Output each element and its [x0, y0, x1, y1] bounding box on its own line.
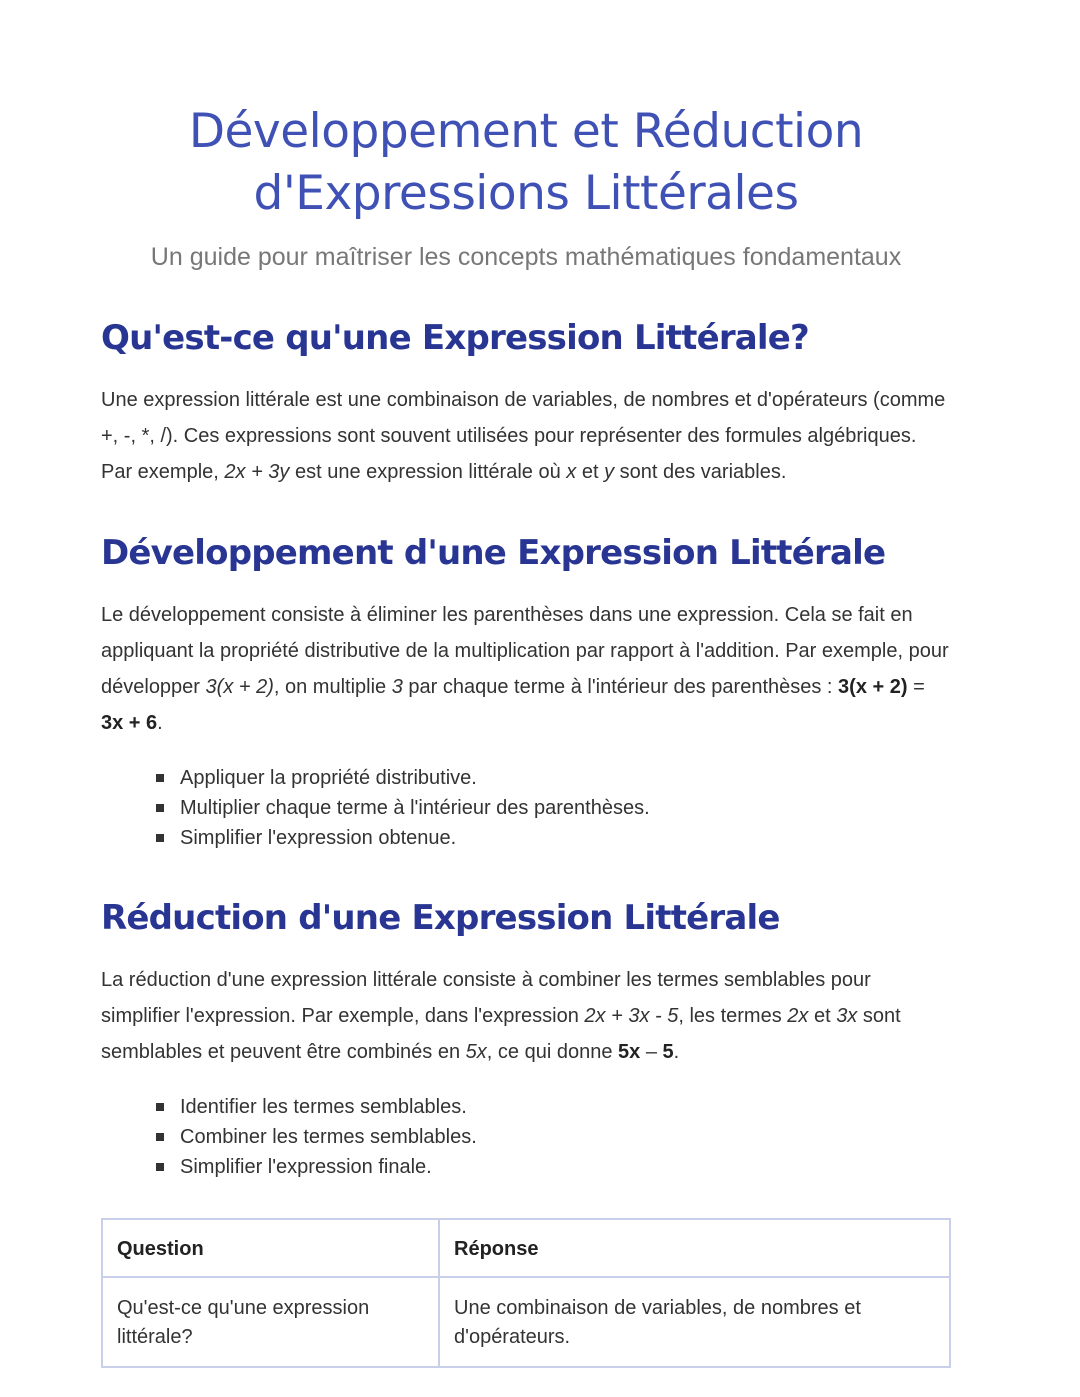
- text-run: , on multiplie: [273, 676, 392, 698]
- square-bullet-icon: [156, 1103, 164, 1111]
- table-header-row: [102, 1219, 950, 1277]
- text-run: par chaque terme à l'intérieur des parenthèses :: [402, 676, 839, 698]
- math-expression-bold: 3(x + 2): [838, 676, 908, 698]
- math-expression-bold: 3x + 6: [101, 712, 158, 734]
- list-item-text: Combiner les termes semblables.: [180, 1126, 477, 1148]
- table-cell-answer: Une combinaison de variables, de nombres et d'opérateurs.: [439, 1277, 950, 1367]
- list-item: [156, 1152, 950, 1182]
- square-bullet-icon: [156, 1133, 164, 1141]
- math-expression: 3x: [836, 1005, 858, 1027]
- section-paragraph: [101, 382, 951, 490]
- text-run: , les termes: [678, 1005, 788, 1027]
- text-run: et: [576, 461, 605, 483]
- math-expression: 2x + 3x - 5: [584, 1005, 679, 1027]
- section-heading: Réduction d'une Expression Littérale: [101, 898, 780, 938]
- math-expression: 3(x + 2): [205, 676, 274, 698]
- text-run: , ce qui donne: [486, 1041, 619, 1063]
- section-development: [101, 531, 950, 853]
- text-run: et: [808, 1005, 837, 1027]
- square-bullet-icon: [156, 774, 164, 782]
- text-run: sont semblables et peuvent être combinés en: [101, 1005, 901, 1063]
- text-run: La réduction d'une expression littérale consiste à combiner les termes semblables pour simplifier l'expression. Par exemple, dans l'expression: [101, 969, 871, 1027]
- page-title: [101, 0, 951, 225]
- text-run: .: [157, 712, 163, 734]
- section-paragraph: [101, 962, 951, 1070]
- text-run: .: [673, 1041, 680, 1063]
- math-expression: 3: [391, 676, 403, 698]
- square-bullet-icon: [156, 834, 164, 842]
- text-run: Une expression littérale est une combinaison de variables, de nombres et d'opérateurs (comme +, -, *, /). Ces expressions sont souvent utilisées pour représenter des formules algébriques. Par exemple,: [101, 389, 946, 483]
- title-line-2: d'Expressions Littérales: [253, 166, 799, 221]
- math-variable: y: [604, 461, 615, 483]
- section-reduction: [101, 896, 950, 1182]
- list-item-text: Appliquer la propriété distributive.: [180, 767, 477, 789]
- text-run: –: [640, 1041, 663, 1063]
- table-cell-question: Qu'est-ce qu'une expression littérale?: [102, 1277, 439, 1367]
- list-item: [156, 823, 950, 853]
- bullet-list: [101, 763, 950, 853]
- list-item: [156, 793, 950, 823]
- text-run: est une expression littérale où: [289, 461, 567, 483]
- square-bullet-icon: [156, 804, 164, 812]
- text-run: Le développement consiste à éliminer les parenthèses dans une expression. Cela se fait en appliquant la propriété distributive de la multiplication par rapport à l'addition. Par exemple, pour développer: [101, 604, 949, 698]
- column-header-answer: Réponse: [439, 1219, 950, 1277]
- bullet-list: [101, 1092, 950, 1182]
- column-header-question: Question: [102, 1219, 439, 1277]
- text-run: sont des variables.: [614, 461, 787, 483]
- list-item-text: Multiplier chaque terme à l'intérieur des parenthèses.: [180, 797, 650, 819]
- title-line-1: Développement et Réduction: [188, 104, 864, 159]
- section-definition: [101, 316, 950, 490]
- list-item-text: Simplifier l'expression obtenue.: [180, 827, 457, 849]
- page-subtitle: Un guide pour maîtriser les concepts mathématiques fondamentaux: [150, 243, 902, 271]
- list-item: [156, 763, 950, 793]
- section-paragraph: [101, 597, 951, 741]
- text-run: =: [907, 676, 925, 698]
- qa-table: [101, 1218, 951, 1368]
- list-item: [156, 1122, 950, 1152]
- math-expression-bold: 5: [662, 1041, 674, 1063]
- math-expression: 2x: [787, 1005, 809, 1027]
- math-variable: x: [566, 461, 577, 483]
- section-heading: Qu'est-ce qu'une Expression Littérale?: [101, 318, 809, 358]
- list-item-text: Identifier les termes semblables.: [180, 1096, 467, 1118]
- math-expression: 5x: [465, 1041, 487, 1063]
- square-bullet-icon: [156, 1163, 164, 1171]
- table-row: [102, 1277, 950, 1367]
- math-expression: 2x + 3y: [224, 461, 290, 483]
- list-item-text: Simplifier l'expression finale.: [180, 1156, 432, 1178]
- list-item: [156, 1092, 950, 1122]
- math-expression-bold: 5x: [618, 1041, 641, 1063]
- section-heading: Développement d'une Expression Littérale: [101, 533, 886, 573]
